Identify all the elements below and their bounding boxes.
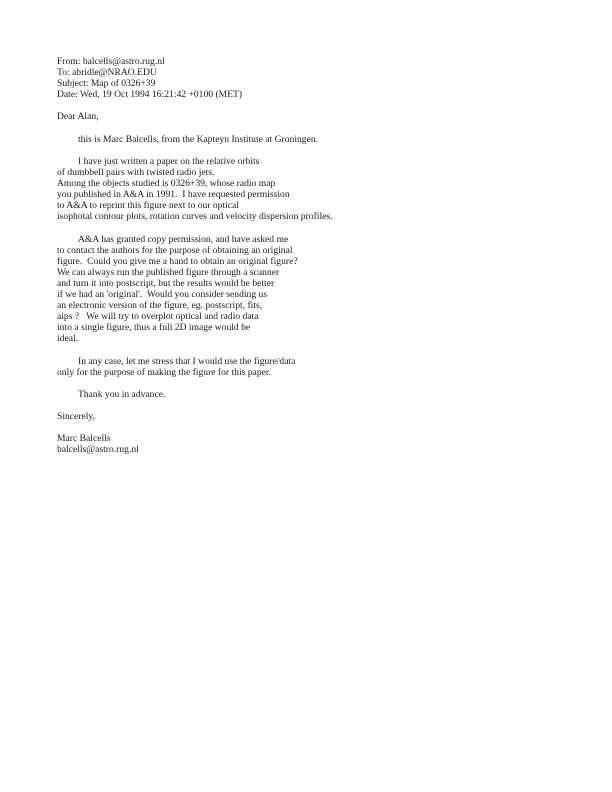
header-subject: Subject: Map of 0326+39 [57, 78, 156, 90]
thanks-line: Thank you in advance. [78, 388, 166, 400]
header-from: From: balcells@astro.rug.nl [57, 56, 165, 67]
paragraph-line: In any case, let me stress that I would use the figure/data [78, 355, 296, 367]
paragraph-line: figure. Could you give me a hand to obtain an original figure? [57, 255, 298, 267]
paragraph-line: you published in A&A in 1991. I have requested permission [57, 189, 290, 201]
spacer [57, 123, 577, 134]
paragraph-line: of dumbbell pairs with twisted radio jets. [57, 166, 215, 178]
paragraph-line: only for the purpose of making the figure for this paper. [57, 366, 271, 378]
paragraph-2 [57, 234, 577, 345]
paragraph-line: and turn it into postscript, but the results would be better [57, 277, 275, 289]
paragraph-line: I have just written a paper on the relative orbits [78, 155, 260, 167]
header-date: Date: Wed, 19 Oct 1994 16:21:42 +0100 (MET) [57, 89, 243, 101]
paragraph-line: to A&A to reprint this figure next to our optical [57, 200, 239, 212]
paragraph-line: if we had an 'original'. Would you consider sending us [57, 288, 268, 300]
spacer [57, 378, 577, 389]
intro-line: this is Marc Balcells, from the Kapteyn Institute at Groningen. [78, 133, 319, 145]
salutation: Dear Alan, [57, 111, 99, 123]
paragraph-line: into a single figure, thus a full 2D image would be [57, 322, 251, 334]
paragraph-line: We can always run the published figure through a scanner [57, 266, 280, 278]
paragraph-line: A&A has granted copy permission, and have asked me [78, 233, 289, 245]
header-to: To: abridle@NRAO.EDU [57, 67, 157, 79]
paragraph-line: to contact the authors for the purpose of obtaining an original [57, 244, 293, 256]
signature-name: Marc Balcells [57, 433, 111, 445]
paragraph-line: Among the objects studied is 0326+39, whose radio map [57, 178, 276, 190]
spacer [57, 222, 577, 233]
spacer [57, 100, 577, 111]
email-document [57, 56, 577, 455]
spacer [57, 400, 577, 411]
paragraph-1 [57, 156, 577, 223]
paragraph-line: ideal. [57, 333, 79, 345]
spacer [57, 422, 577, 433]
spacer [57, 344, 577, 355]
signature [57, 433, 577, 455]
email-headers [57, 56, 577, 100]
spacer [57, 145, 577, 156]
paragraph-3 [57, 356, 577, 378]
paragraph-line: isophotal contour plots, rotation curves and velocity dispersion profiles. [57, 211, 333, 223]
signature-email: balcells@astro.rug.nl [57, 444, 139, 456]
paragraph-line: an electronic version of the figure, eg. postscript, fits, [57, 300, 263, 312]
paragraph-line: aips ? We will try to overplot optical and radio data [57, 311, 259, 323]
closing: Sincerely, [57, 411, 96, 422]
